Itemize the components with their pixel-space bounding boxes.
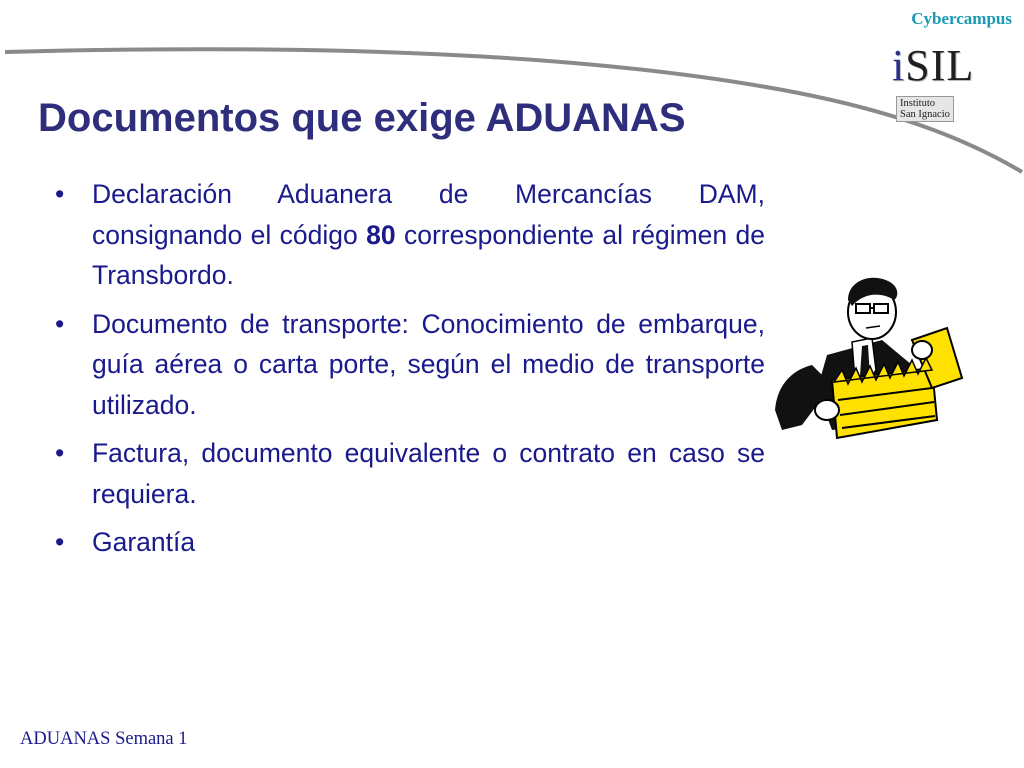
bullet-item: • Factura, documento equivalente o contrato en caso se requiera. (55, 433, 765, 514)
bullet-item: • Declaración Aduanera de Mercancías DAM, consignando el código 80 correspondiente al régimen de Transbordo. (55, 174, 765, 296)
bullet-dot: • (55, 527, 65, 557)
isil-logo (888, 41, 1000, 126)
code-number: 80 (366, 219, 396, 250)
bullet-dot: • (55, 438, 65, 468)
footer-label: ADUANAS Semana 1 (20, 729, 188, 749)
logo-subtitle: Instituto San Ignacio (896, 96, 954, 122)
bullet-item: • Documento de transporte: Conocimiento de embarque, guía aérea o carta porte, según el medio de transporte utilizado. (55, 304, 765, 426)
man-with-file-box-illustration (772, 270, 967, 455)
bullet-list (55, 174, 765, 571)
brand-label: Cybercampus (911, 9, 1012, 28)
slide-title: Documentos que exige ADUANAS (38, 96, 686, 140)
bullet-dot: • (55, 308, 65, 339)
logo-wordmark: iSIL (892, 41, 975, 90)
bullet-item: • Garantía (55, 522, 765, 563)
bullet-dot: • (55, 179, 65, 209)
